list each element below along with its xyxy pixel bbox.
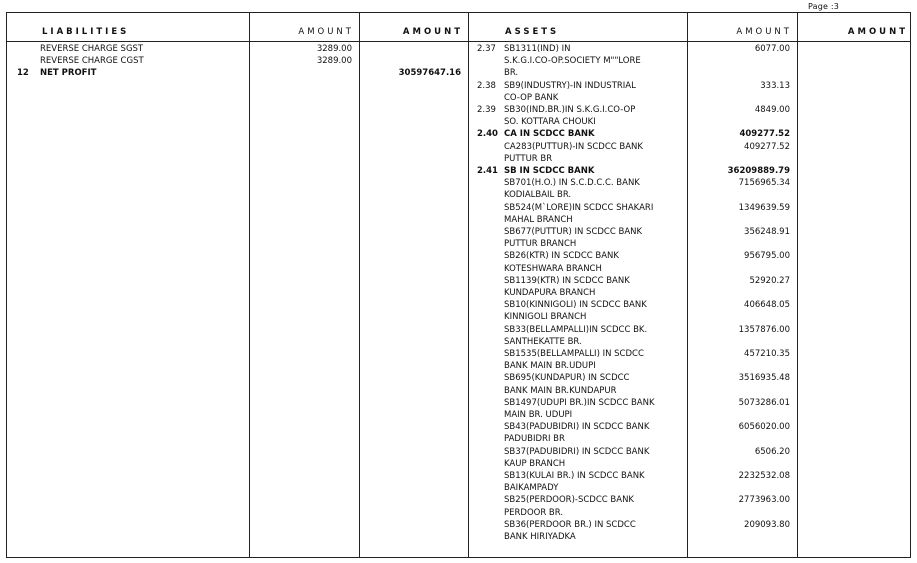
- asset-amount: 2773963.00: [738, 495, 790, 506]
- column-divider: [468, 13, 469, 557]
- asset-amount: 6506.20: [754, 446, 790, 457]
- asset-description: MAIN BR. UDUPI: [504, 410, 573, 420]
- asset-amount: 52920.27: [749, 275, 790, 286]
- asset-number: 2.40: [477, 129, 498, 140]
- asset-description: CO-OP BANK: [504, 92, 559, 103]
- asset-description: SB37(PADUBIDRI) IN SCDCC BANK: [504, 446, 650, 457]
- asset-description: SB1139(KTR) IN SCDCC BANK: [504, 275, 630, 286]
- asset-description: BR.: [504, 68, 519, 79]
- asset-amount: 1357876.00: [738, 324, 790, 335]
- asset-description: S.K.G.I.CO-OP.SOCIETY M""LORE: [504, 56, 641, 67]
- asset-description: CA283(PUTTUR)-IN SCDCC BANK: [504, 141, 643, 152]
- header-divider: [7, 41, 910, 42]
- asset-description: SB1535(BELLAMPALLI) IN SCDCC: [504, 349, 644, 359]
- asset-description: SANTHEKATTE BR.: [504, 336, 582, 347]
- asset-description: SB1497(UDUPI BR.)IN SCDCC BANK: [504, 397, 655, 408]
- asset-description: SB IN SCDCC BANK: [504, 166, 595, 176]
- asset-description: KAUP BRANCH: [504, 458, 566, 469]
- asset-amount: 6077.00: [754, 44, 790, 54]
- asset-description: SB1311(IND) IN: [504, 44, 571, 54]
- column-divider: [687, 13, 688, 557]
- asset-amount: 209093.80: [744, 519, 790, 530]
- column-divider: [249, 13, 250, 557]
- asset-amount: 457210.35: [744, 349, 790, 359]
- header-liabilities: LIABILITIES: [42, 27, 130, 37]
- asset-description: SB13(KULAI BR.) IN SCDCC BANK: [504, 471, 645, 481]
- asset-description: PUTTUR BRANCH: [504, 239, 577, 250]
- asset-amount: 3516935.48: [738, 373, 790, 384]
- asset-description: SB33(BELLAMPALLI)IN SCDCC BK.: [504, 324, 648, 335]
- asset-amount: 1349639.59: [738, 202, 790, 213]
- asset-amount: 2232532.08: [738, 471, 790, 481]
- asset-amount: 6056020.00: [738, 422, 790, 433]
- asset-amount: 36209889.79: [727, 166, 790, 176]
- asset-amount: 409277.52: [744, 141, 790, 152]
- liability-label: NET PROFIT: [40, 68, 97, 79]
- asset-amount: 409277.52: [739, 129, 790, 140]
- asset-description: PADUBIDRI BR: [504, 434, 565, 445]
- header-amount-2: AMOUNT: [402, 27, 463, 37]
- asset-amount: 356248.91: [744, 227, 790, 237]
- header-amount-3: AMOUNT: [736, 27, 792, 37]
- asset-description: SB695(KUNDAPUR) IN SCDCC: [504, 373, 630, 384]
- asset-number: 2.39: [477, 105, 496, 115]
- liability-number: 12: [17, 68, 29, 79]
- liability-amount: 3289.00: [316, 44, 352, 54]
- asset-description: KOTESHWARA BRANCH: [504, 263, 602, 274]
- asset-description: SB43(PADUBIDRI) IN SCDCC BANK: [504, 422, 650, 433]
- asset-description: SB701(H.O.) IN S.C.D.C.C. BANK: [504, 178, 640, 189]
- liability-label: REVERSE CHARGE CGST: [40, 56, 144, 67]
- asset-number: 2.37: [477, 44, 496, 54]
- column-divider: [359, 13, 360, 557]
- header-amount-1: AMOUNT: [298, 27, 354, 37]
- balance-sheet-table: [6, 12, 911, 558]
- asset-description: SB36(PERDOOR BR.) IN SCDCC: [504, 519, 636, 530]
- asset-description: PUTTUR BR: [504, 153, 553, 164]
- asset-description: SB677(PUTTUR) IN SCDCC BANK: [504, 227, 643, 237]
- asset-amount: 956795.00: [744, 251, 790, 262]
- asset-number: 2.41: [477, 166, 498, 176]
- asset-amount: 5073286.01: [738, 397, 790, 408]
- asset-description: SB25(PERDOOR)-SCDCC BANK: [504, 495, 635, 506]
- asset-amount: 406648.05: [744, 300, 790, 311]
- asset-description: SB10(KINNIGOLI) IN SCDCC BANK: [504, 300, 647, 311]
- asset-description: MAHAL BRANCH: [504, 214, 573, 225]
- asset-description: SO. KOTTARA CHOUKI: [504, 117, 596, 128]
- header-amount-4: AMOUNT: [847, 27, 908, 37]
- asset-description: BAIKAMPADY: [504, 483, 559, 494]
- asset-description: SB524(M`LORE)IN SCDCC SHAKARI: [504, 202, 654, 213]
- liability-label: REVERSE CHARGE SGST: [40, 44, 144, 54]
- asset-description: KUNDAPURA BRANCH: [504, 288, 596, 298]
- asset-description: PERDOOR BR.: [504, 507, 564, 518]
- asset-description: CA IN SCDCC BANK: [504, 129, 595, 140]
- liability-total: 30597647.16: [398, 68, 461, 79]
- liability-amount: 3289.00: [316, 56, 352, 67]
- asset-amount: 4849.00: [754, 105, 790, 115]
- asset-description: BANK MAIN BR.KUNDAPUR: [504, 385, 617, 396]
- asset-description: KODIALBAIL BR.: [504, 190, 572, 201]
- asset-description: BANK HIRIYADKA: [504, 532, 576, 542]
- page-number: Page :3: [808, 2, 840, 11]
- asset-number: 2.38: [477, 80, 496, 91]
- asset-amount: 333.13: [760, 80, 790, 91]
- asset-description: SB26(KTR) IN SCDCC BANK: [504, 251, 619, 262]
- asset-description: BANK MAIN BR.UDUPI: [504, 361, 596, 372]
- column-divider: [797, 13, 798, 557]
- asset-description: SB30(IND.BR.)IN S.K.G.I.CO-OP: [504, 105, 636, 115]
- asset-description: KINNIGOLI BRANCH: [504, 312, 587, 323]
- header-assets: ASSETS: [505, 27, 560, 37]
- asset-description: SB9(INDUSTRY)-IN INDUSTRIAL: [504, 80, 636, 91]
- asset-amount: 7156965.34: [738, 178, 790, 189]
